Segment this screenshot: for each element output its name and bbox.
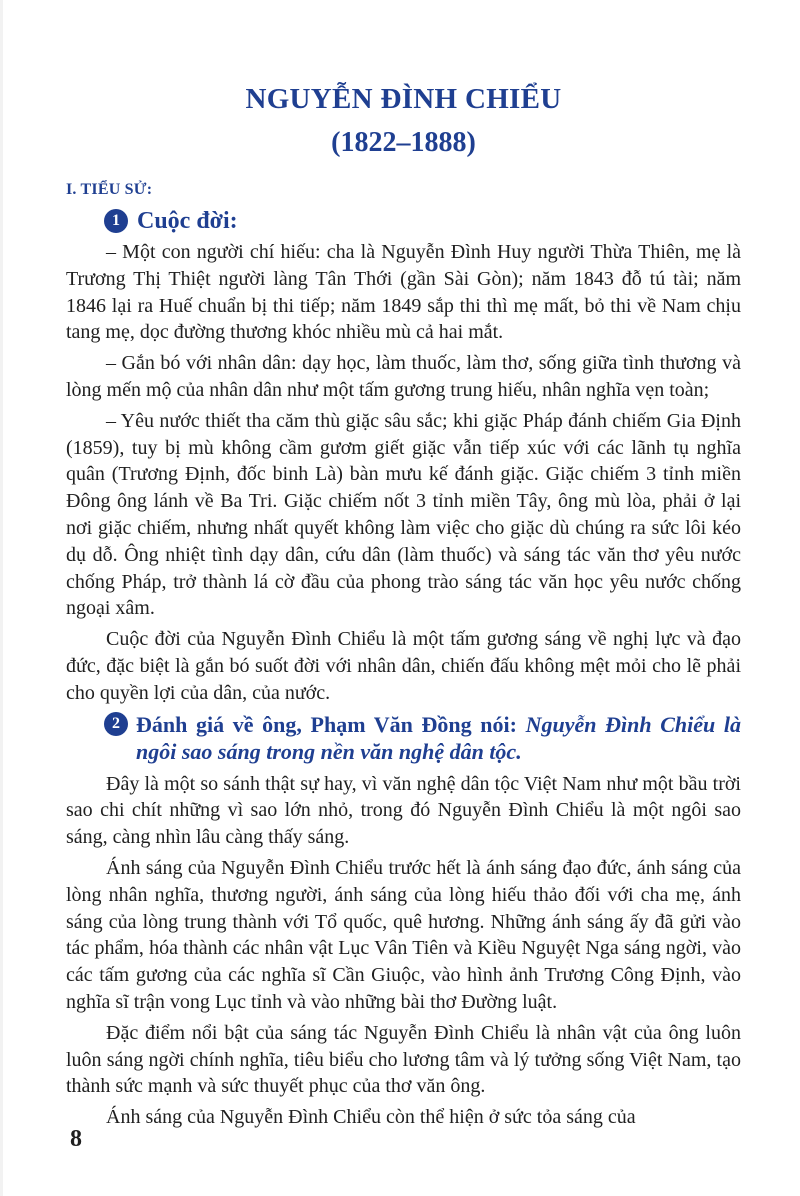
subheading-quote: Nguyễn Đình Chiểu là ngôi sao sáng trong nền văn nghệ dân tộc. xyxy=(136,711,741,764)
subheading-text xyxy=(136,711,741,765)
lifetime-years: (1822–1888) xyxy=(331,127,476,158)
paragraph: Ánh sáng của Nguyễn Đình Chiểu trước hết là ánh sáng đạo đức, ánh sáng của lòng nhân nghĩa, thương người, ánh sáng của lòng hiếu thảo đối với cha mẹ, ánh sáng của lòng trung thành với Tổ quốc, quê hương. Những ánh sáng ấy đã gửi vào tác phẩm, hóa thành các nhân vật Lục Vân Tiên và Kiều Nguyệt Nga sáng ngời, vào các tấm gương của các nghĩa sĩ Cần Giuộc, vào hình ảnh Trương Công Định, vào nghĩa sĩ trận vong Lục tỉnh và vào những bài thơ Đường luật. xyxy=(66,856,741,1013)
paragraph: Ánh sáng của Nguyễn Đình Chiểu còn thể hiện ở sức tỏa sáng của xyxy=(106,1106,636,1129)
paragraph: Đây là một so sánh thật sự hay, vì văn nghệ dân tộc Việt Nam như một bầu trời sao chi chít những vì sao lớn nhỏ, trong đó Nguyễn Đình Chiểu là một ngôi sao sáng, càng nhìn lâu càng thấy sáng. xyxy=(66,772,741,849)
subheading-cuoc-doi xyxy=(104,206,741,236)
page-edge xyxy=(0,0,3,1196)
subheading-label: Cuộc đời: xyxy=(137,208,238,234)
section-heading: I. TIỂU SỬ: xyxy=(66,181,153,198)
paragraph: – Một con người chí hiếu: cha là Nguyễn Đình Huy người Thừa Thiên, mẹ là Trương Thị Thiệt người làng Tân Thới (gần Sài Gòn); năm 1843 đỗ tú tài; năm 1846 lại ra Huế chuẩn bị thi tiếp; năm 1849 sắp thi thì mẹ mất, bỏ thi về Nam chịu tang mẹ, dọc đường thương khóc nhiều mù cả hai mắt. xyxy=(66,241,741,344)
subheading-danh-gia xyxy=(104,711,741,765)
page-content xyxy=(66,80,741,1135)
numbered-badge: 2 xyxy=(104,712,128,736)
numbered-badge: 1 xyxy=(104,209,128,233)
paragraph: Cuộc đời của Nguyễn Đình Chiểu là một tấm gương sáng về nghị lực và đạo đức, đặc biệt là gắn bó suốt đời với nhân dân, chiến đấu không mệt mỏi cho lẽ phải cho quyền lợi của dân, của nước. xyxy=(66,628,741,704)
page-title: NGUYỄN ĐÌNH CHIỂU xyxy=(245,83,562,115)
subheading-prefix: Đánh giá về ông, Phạm Văn Đồng nói: xyxy=(136,711,526,737)
paragraph: Đặc điểm nổi bật của sáng tác Nguyễn Đình Chiểu là nhân vật của ông luôn luôn sáng ngời chính nghĩa, tiêu biểu cho lương tâm và lý tưởng sống Việt Nam, tạo thành sức mạnh và sức thuyết phục của thơ văn ông. xyxy=(66,1021,741,1098)
page-number: 8 xyxy=(70,1126,82,1152)
paragraph: – Gắn bó với nhân dân: dạy học, làm thuốc, làm thơ, sống giữa tình thương và lòng mến mộ của nhân dân như một tấm gương trung hiếu, nhân nghĩa vẹn toàn; xyxy=(66,352,741,401)
paragraph: – Yêu nước thiết tha căm thù giặc sâu sắc; khi giặc Pháp đánh chiếm Gia Định (1859), tuy bị mù không cầm gươm giết giặc vẫn tiếp xúc với các lãnh tụ nghĩa quân (Trương Định, đốc binh Là) bàn mưu kế đánh giặc. Giặc chiếm 3 tỉnh miền Đông ông lánh về Ba Tri. Giặc chiếm nốt 3 tỉnh miền Tây, ông mù lòa, phải ở lại nơi giặc chiếm, nhưng nhất quyết không làm việc cho giặc dù chúng ra sức lôi kéo dụ dỗ. Ông nhiệt tình dạy dân, cứu dân (làm thuốc) và sáng tác văn thơ yêu nước chống Pháp, trở thành lá cờ đầu của phong trào sáng tác văn học yêu nước chống ngoại xâm. xyxy=(66,409,741,620)
